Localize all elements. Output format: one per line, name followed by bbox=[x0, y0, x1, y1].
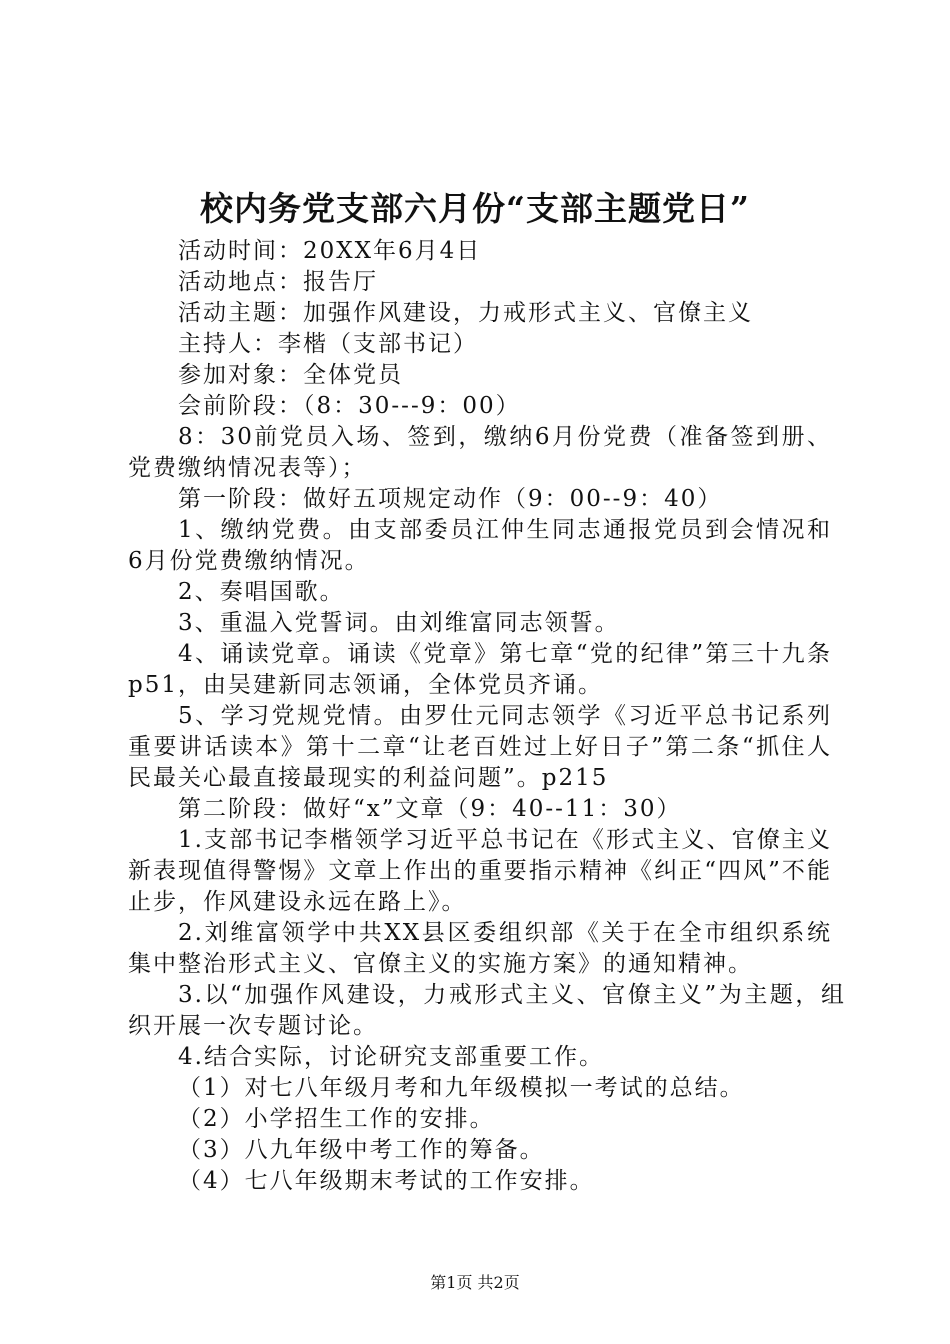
paragraph-stage-one-item-4: 4、诵读党章。诵读《党章》第七章“党的纪律”第三十九条p51，由吴建新同志领诵，全体党员齐诵。 bbox=[128, 641, 832, 698]
paragraph-host: 主持人：李楷（支部书记） bbox=[178, 331, 478, 357]
paragraph-participants: 参加对象：全体党员 bbox=[178, 362, 403, 388]
paragraph-stage-one-item-3: 3、重温入党誓词。由刘维富同志领誓。 bbox=[178, 610, 620, 636]
paragraph-stage-one-item-1: 1、缴纳党费。由支部委员江仲生同志通报党员到会情况和6月份党费缴纳情况。 bbox=[128, 517, 832, 574]
paragraph-stage-two-item-1: 1.支部书记李楷领学习近平总书记在《形式主义、官僚主义新表现值得警惕》文章上作出的重要指示精神《纠正“四风”不能止步，作风建设永远在路上》。 bbox=[128, 827, 832, 915]
document-title: 校内务党支部六月份“支部主题党日” bbox=[200, 189, 750, 228]
paragraph-stage-one-item-5: 5、学习党规党情。由罗仕元同志领学《习近平总书记系列重要讲话读本》第十二章“让老百姓过上好日子”第二条“抓住人民最关心最直接最现实的利益问题”。p215 bbox=[128, 703, 832, 791]
paragraph-work-item-1: （1）对七八年级月考和九年级模拟一考试的总结。 bbox=[178, 1075, 745, 1101]
paragraph-stage-two: 第二阶段：做好“x”文章（9：40--11：30） bbox=[178, 796, 682, 822]
paragraph-stage-two-item-4: 4.结合实际，讨论研究支部重要工作。 bbox=[178, 1044, 604, 1070]
paragraph-stage-two-item-3: 3.以“加强作风建设，力戒形式主义、官僚主义”为主题，组织开展一次专题讨论。 bbox=[128, 982, 846, 1039]
paragraph-work-item-4: （4）七八年级期末考试的工作安排。 bbox=[178, 1168, 595, 1194]
paragraph-activity-location: 活动地点：报告厅 bbox=[178, 269, 378, 295]
paragraph-pre-meeting-stage: 会前阶段：（8：30---9：00） bbox=[178, 393, 521, 419]
paragraph-stage-two-item-2: 2.刘维富领学中共XX县区委组织部《关于在全市组织系统集中整治形式主义、官僚主义的实施方案》的通知精神。 bbox=[128, 920, 832, 977]
paragraph-stage-one-item-2: 2、奏唱国歌。 bbox=[178, 579, 345, 605]
page-footer: 第1页 共2页 bbox=[430, 1273, 520, 1292]
paragraph-activity-time: 活动时间：20XX年6月4日 bbox=[178, 238, 482, 264]
paragraph-sign-in: 8：30前党员入场、签到，缴纳6月份党费（准备签到册、党费缴纳情况表等）； bbox=[128, 424, 832, 481]
paragraph-work-item-2: （2）小学招生工作的安排。 bbox=[178, 1106, 495, 1132]
paragraph-work-item-3: （3）八九年级中考工作的筹备。 bbox=[178, 1137, 545, 1163]
paragraph-stage-one: 第一阶段：做好五项规定动作（9：00--9：40） bbox=[178, 486, 723, 512]
document-body bbox=[128, 236, 846, 1197]
paragraph-activity-theme: 活动主题：加强作风建设，力戒形式主义、官僚主义 bbox=[178, 300, 753, 326]
